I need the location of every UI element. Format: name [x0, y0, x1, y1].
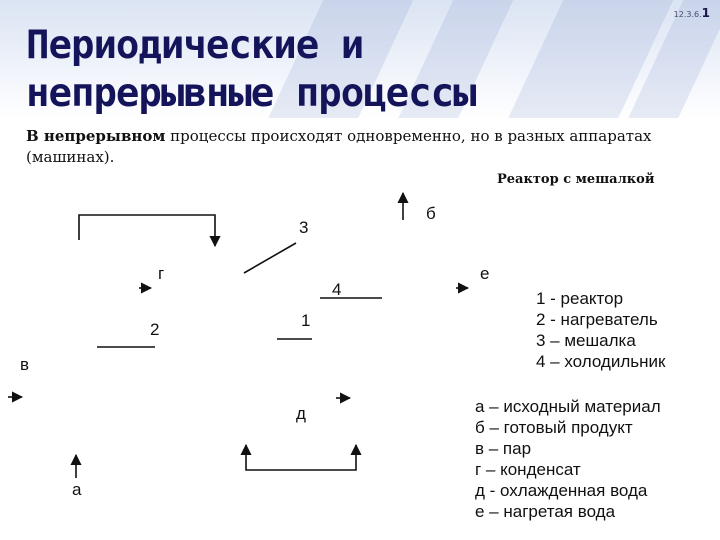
legend-item: е – нагретая вода: [475, 502, 616, 521]
legend-letters: [475, 396, 661, 522]
slide-number-big: 1: [701, 6, 710, 20]
label-3: 3: [299, 218, 309, 237]
legend-item: в – пар: [475, 439, 532, 458]
label-v: в: [20, 355, 30, 374]
title-line-1: Периодические и: [26, 23, 364, 68]
legend-item: а – исходный материал: [475, 397, 661, 416]
legend-numbers: [536, 288, 665, 372]
label-2: 2: [150, 320, 160, 339]
label-e: е: [480, 264, 490, 283]
legend-item: г – конденсат: [475, 460, 581, 479]
legend-item: 1 - реактор: [536, 289, 624, 308]
slide-number-small: 12.3.6.: [673, 10, 702, 19]
legend-item: 2 - нагреватель: [536, 310, 658, 329]
label-b: б: [426, 204, 436, 223]
title-line-2: непрерывные процессы: [26, 71, 476, 116]
bottom-bracket: [246, 445, 356, 470]
label-g: г: [158, 264, 165, 283]
legend-item: 4 – холодильник: [536, 352, 666, 371]
top-bracket-arrow: [79, 215, 215, 246]
legend-item: б – готовый продукт: [475, 418, 633, 437]
intro-bold: В непрерывном: [26, 127, 166, 145]
legend-item: д - охлажденная вода: [475, 481, 648, 500]
legend-item: 3 – мешалка: [536, 331, 636, 350]
label-a: а: [72, 480, 82, 499]
intro-rest: процессы происходят одновременно, но в разных аппаратах (машинах).: [26, 127, 652, 166]
label-d: д: [296, 404, 306, 423]
stirrer-line: [244, 243, 296, 273]
label-4: 4: [332, 280, 342, 299]
reactor-caption: Реактор с мешалкой: [497, 172, 655, 187]
label-1: 1: [301, 311, 311, 330]
